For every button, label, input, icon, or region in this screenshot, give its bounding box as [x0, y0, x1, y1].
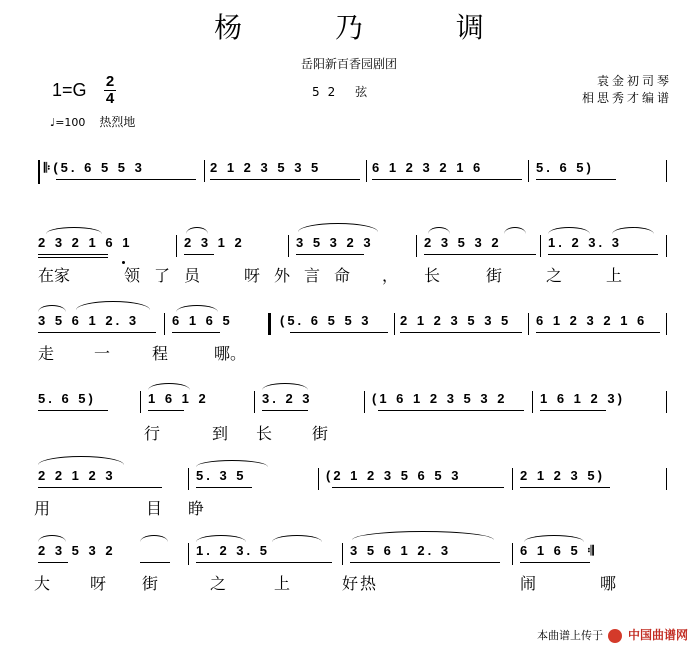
beam-underline [262, 410, 308, 411]
lyric: 好热 [342, 574, 379, 593]
beam-underline [548, 254, 658, 255]
lyric: 呀 [90, 574, 107, 593]
score-row-5 [0, 468, 698, 538]
beam-underline [172, 332, 220, 333]
barline [540, 235, 541, 257]
beam-underline [196, 562, 332, 563]
barline [666, 468, 667, 490]
barline [512, 468, 513, 490]
instrument-label: 52 弦 [312, 85, 376, 99]
measure-group: 3 5 6 1 2. 3 [38, 313, 140, 328]
expression-mark: 热烈地 [99, 115, 136, 129]
barline [364, 391, 365, 413]
measure-group: 5. 3 5 [196, 468, 247, 483]
measure-group: 1. 2 3. 5 [196, 543, 270, 558]
score-row-4 [0, 391, 698, 461]
lyric: 目 [146, 499, 163, 518]
slur-arc [612, 227, 654, 234]
slur-arc [38, 535, 66, 542]
barline [366, 160, 367, 182]
tempo-marking [50, 113, 135, 130]
measure-group: 2 3 1 2 [184, 235, 245, 250]
lyric: 用 [34, 499, 51, 518]
measure-group: 2 3 5 3 2 [38, 543, 116, 558]
beam-underline [520, 487, 610, 488]
beam-underline [38, 410, 108, 411]
lyric: 闹 [520, 574, 537, 593]
time-signature-bottom: 4 [105, 90, 115, 107]
barline [140, 391, 141, 413]
lyric: 到 [212, 424, 229, 443]
slur-arc [46, 227, 102, 234]
score-row-2 [0, 235, 698, 305]
beam-underline [536, 332, 660, 333]
lyric: 行 [144, 424, 161, 443]
beam-underline [520, 562, 590, 563]
score-row-3 [0, 313, 698, 383]
beam-underline [38, 332, 156, 333]
measure-group: 2 2 1 2 3 [38, 468, 116, 483]
beam-underline [536, 179, 616, 180]
slur-arc [262, 383, 308, 390]
page-title: 杨 乃 调 [214, 11, 526, 44]
credit-performer: 袁金初司琴 [596, 74, 672, 88]
barline [666, 313, 667, 335]
barline [528, 313, 529, 335]
barline [512, 543, 513, 565]
slur-arc [504, 227, 526, 234]
beam-underline [38, 562, 68, 563]
lyric: 之 [210, 574, 227, 593]
beam-underline [290, 332, 388, 333]
slur-arc [196, 460, 268, 467]
beam-underline [400, 332, 522, 333]
lyric: 哪。 [214, 344, 247, 363]
measure-group: 2 1 2 3 5 3 5 [210, 160, 322, 175]
slur-arc [140, 535, 168, 542]
lyric: 程 [152, 344, 169, 363]
barline [254, 391, 255, 413]
beam-underline [38, 254, 108, 255]
troupe-name: 岳阳新百香园剧团 [300, 57, 397, 71]
measure-group: (1 6 1 2 3 5 3 2 [372, 391, 508, 406]
barline [342, 543, 343, 565]
beam-underline [184, 254, 214, 255]
beam-underline [56, 179, 196, 180]
measure-group: 1 6 1 2 [148, 391, 209, 406]
barline [204, 160, 205, 182]
beam-underline [332, 487, 504, 488]
beam-underline [196, 487, 252, 488]
barline [532, 391, 533, 413]
score-row-6 [0, 543, 698, 613]
measure-group: 3. 2 3 [262, 391, 313, 406]
lyric: 大 [34, 574, 51, 593]
measure-group: 2 3 2 1 6 1 [38, 235, 133, 250]
beam-underline [38, 257, 108, 258]
beam-underline [140, 562, 170, 563]
measure-group: 1 6 1 2 3) [540, 391, 625, 406]
site-logo-icon [608, 629, 622, 643]
lyric: 哪 [600, 574, 617, 593]
barline [176, 235, 177, 257]
barline [188, 468, 189, 490]
barline [666, 391, 667, 413]
repeat-start-barline [38, 160, 40, 184]
score-row-1 [0, 160, 698, 230]
lyric: 一 [94, 344, 111, 363]
slur-arc [428, 227, 450, 234]
barline [164, 313, 165, 335]
lyric: 街 [142, 574, 159, 593]
barline [318, 468, 319, 490]
beam-underline [210, 179, 360, 180]
measure-group: 2 1 2 3 5 3 5 [400, 313, 512, 328]
beam-underline [372, 179, 522, 180]
measure-group: 6 1 6 5 𝄇 [520, 543, 597, 558]
measure-group: 3 5 3 2 3 [296, 235, 374, 250]
lyric: 街 [312, 424, 329, 443]
measure-group: 2 3 5 3 2 [424, 235, 502, 250]
barline [666, 160, 667, 182]
measure-group: 2 1 2 3 5) [520, 468, 605, 483]
barline [666, 235, 667, 257]
measure-group: 5. 6 5) [536, 160, 594, 175]
lyric: 领了员 [124, 266, 215, 285]
beam-underline [148, 410, 184, 411]
beam-underline [38, 487, 162, 488]
footer-prefix: 本曲谱上传于 [536, 629, 603, 642]
slur-arc [38, 305, 66, 312]
barline [394, 313, 395, 335]
key-signature: 1=G [52, 80, 87, 100]
double-barline [268, 313, 271, 335]
barline [288, 235, 289, 257]
measure-group: 6 1 2 3 2 1 6 [536, 313, 648, 328]
slur-arc [196, 535, 246, 542]
lyric: 长 [256, 424, 273, 443]
beam-underline [350, 562, 500, 563]
lyric: 上 [606, 266, 623, 285]
barline [416, 235, 417, 257]
slur-arc [148, 383, 190, 390]
beam-underline [296, 254, 364, 255]
slur-arc [186, 227, 208, 234]
slur-arc [272, 535, 322, 542]
lyric: 长 [424, 266, 441, 285]
measure-group: 3 5 6 1 2. 3 [350, 543, 452, 558]
lyric: 上 [274, 574, 291, 593]
barline [528, 160, 529, 182]
measure-group: 1. 2 3. 3 [548, 235, 622, 250]
measure-group: 𝄆(5. 6 5 5 3 [44, 160, 145, 175]
lyric: 在家 [38, 266, 71, 285]
slur-arc [524, 535, 584, 542]
measure-group: (5. 6 5 5 3 [280, 313, 372, 328]
beam-underline [424, 254, 536, 255]
measure-group: 5. 6 5) [38, 391, 96, 406]
measure-group: 6 1 2 3 2 1 6 [372, 160, 484, 175]
tempo-value: ♩=100 [50, 116, 86, 129]
lyric: 呀外言命 [244, 266, 365, 285]
time-signature [104, 74, 116, 107]
measure-group: 6 1 6 5 [172, 313, 233, 328]
beam-underline [378, 410, 524, 411]
slur-arc [176, 305, 218, 312]
lyric: 之 [546, 266, 563, 285]
measure-group: (2 1 2 3 5 6 5 3 [326, 468, 462, 483]
lyric: 走 [38, 344, 55, 363]
lyric: 街 [486, 266, 503, 285]
site-name-link[interactable]: 中国曲谱网 [627, 628, 688, 642]
slur-arc [548, 227, 590, 234]
credit-arranger: 相思秀才编谱 [581, 91, 672, 105]
time-signature-top: 2 [105, 73, 115, 90]
lyric: 睁 [188, 499, 205, 518]
site-footer [537, 626, 688, 643]
barline [188, 543, 189, 565]
beam-underline [540, 410, 606, 411]
lyric: ， [382, 266, 399, 285]
